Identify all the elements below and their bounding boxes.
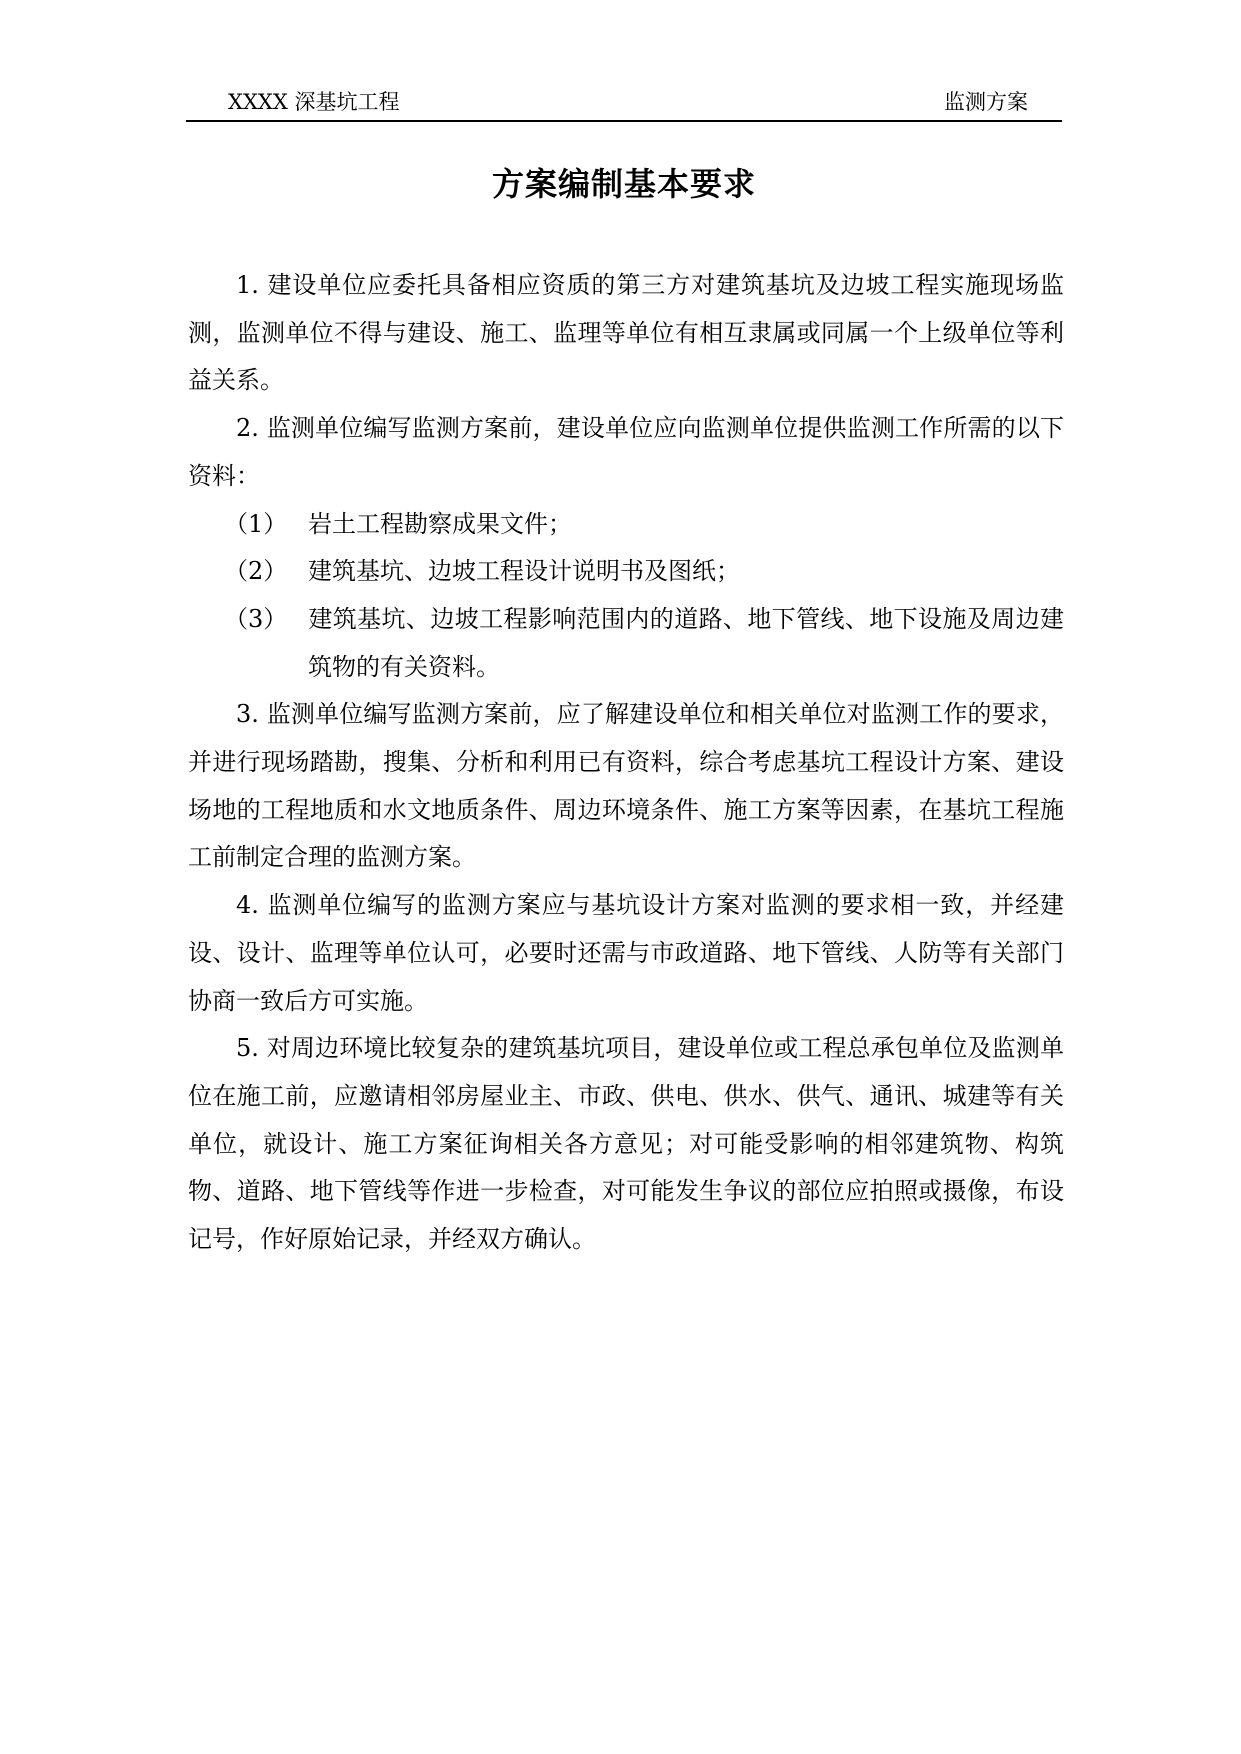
page-title: 方案编制基本要求 <box>491 165 756 203</box>
requirement-item-4: 4. 监测单位编写的监测方案应与基坑设计方案对监测的要求相一致，并经建设、设计、监理等单位认可，必要时还需与市政道路、地下管线、人防等有关部门协商一致后方可实施。 <box>188 891 1064 1015</box>
sub-item-2 <box>188 548 1064 596</box>
sub-item-1 <box>188 501 1064 549</box>
sub-item-2-text: 建筑基坑、边坡工程设计说明书及图纸； <box>308 557 740 586</box>
requirement-item-5: 5. 对周边环境比较复杂的建筑基坑项目，建设单位或工程总承包单位及监测单位在施工前，应邀请相邻房屋业主、市政、供电、供水、供气、通讯、城建等有关单位，就设计、施工方案征询相关各方意见；对可能受影响的相邻建筑物、构筑物、道路、地下管线等作进一步检查，对可能发生争议的部位应拍照或摄像，布设记号，作好原始记录，并经双方确认。 <box>188 1034 1064 1254</box>
page-header <box>186 88 1062 122</box>
header-document-type: 监测方案 <box>944 90 1028 114</box>
sub-item-3-text: 建筑基坑、边坡工程影响范围内的道路、地下管线、地下设施及周边建筑物的有关资料。 <box>308 604 1064 681</box>
sub-item-2-number: （2） <box>224 557 288 586</box>
requirement-item-3: 3. 监测单位编写监测方案前，应了解建设单位和相关单位对监测工作的要求，并进行现场踏勘，搜集、分析和利用已有资料，综合考虑基坑工程设计方案、建设场地的工程地质和水文地质条件、周边环境条件、施工方案等因素，在基坑工程施工前制定合理的监测方案。 <box>188 700 1064 872</box>
sub-item-1-number: （1） <box>224 509 288 538</box>
document-body <box>188 262 1064 1264</box>
sub-item-3 <box>188 596 1064 691</box>
header-project-name: XXXX 深基坑工程 <box>228 90 400 114</box>
requirement-item-2: 2. 监测单位编写监测方案前，建设单位应向监测单位提供监测工作所需的以下资料： <box>188 414 1064 490</box>
sub-item-1-text: 岩土工程勘察成果文件； <box>308 509 572 538</box>
sub-item-3-number: （3） <box>224 604 288 633</box>
requirement-item-1: 1. 建设单位应委托具备相应资质的第三方对建筑基坑及边坡工程实施现场监测，监测单位不得与建设、施工、监理等单位有相互隶属或同属一个上级单位等利益关系。 <box>188 271 1064 395</box>
